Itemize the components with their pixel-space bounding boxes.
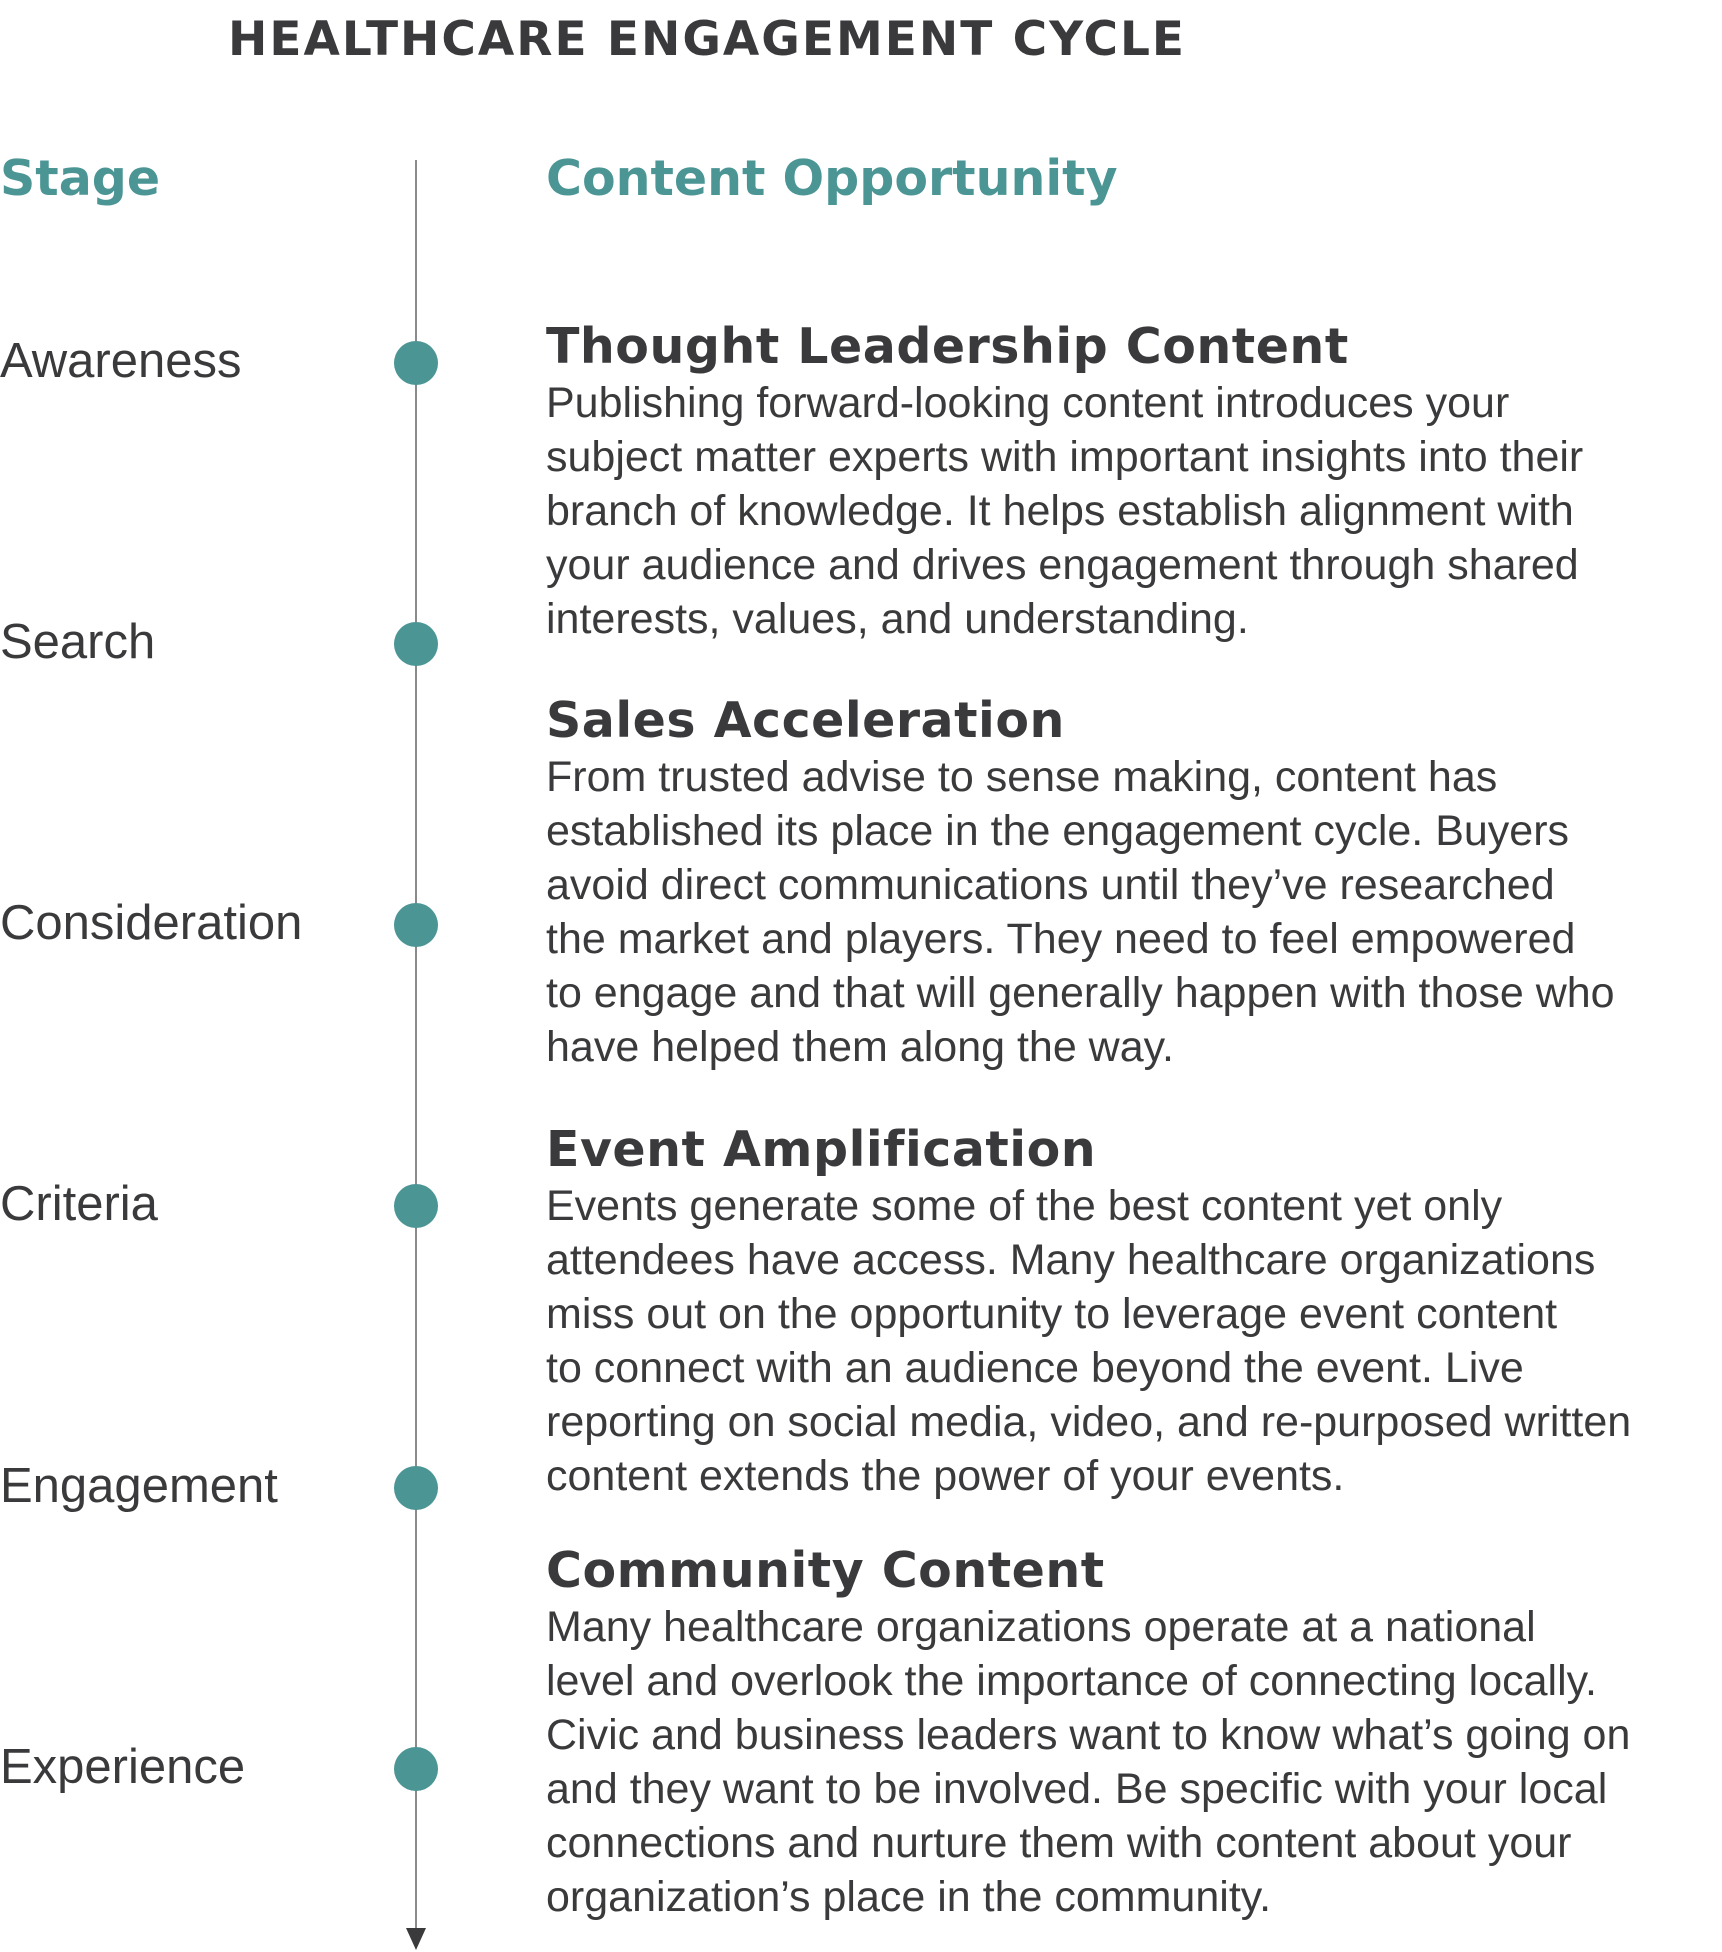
stage-label-criteria: Criteria	[0, 1177, 158, 1231]
body-line: Civic and business leaders want to know what’s going on	[546, 1711, 1631, 1759]
section-body	[546, 376, 1722, 646]
body-line: organization’s place in the community.	[546, 1873, 1272, 1921]
section-body	[546, 750, 1722, 1074]
content-column-header: Content Opportunity	[546, 150, 1118, 207]
body-line: to connect with an audience beyond the event. Live	[546, 1344, 1524, 1392]
body-line: to engage and that will generally happen with those who	[546, 969, 1615, 1017]
body-line: your audience and drives engagement through shared	[546, 541, 1579, 589]
section-event-amplification	[546, 1121, 1722, 1503]
body-line: the market and players. They need to feel empowered	[546, 915, 1576, 963]
body-line: branch of knowledge. It helps establish alignment with	[546, 487, 1574, 535]
stage-label-engagement: Engagement	[0, 1459, 278, 1513]
stage-label-consideration: Consideration	[0, 896, 303, 950]
timeline-dot-engagement	[394, 1466, 438, 1510]
stage-column-header: Stage	[0, 150, 161, 207]
body-line: Publishing forward-looking content introduces your	[546, 379, 1510, 427]
stage-label-search: Search	[0, 615, 156, 669]
timeline-arrowhead	[406, 1928, 426, 1950]
body-line: avoid direct communications until they’ve researched	[546, 861, 1555, 909]
body-line: interests, values, and understanding.	[546, 595, 1249, 643]
body-line: content extends the power of your events.	[546, 1452, 1345, 1500]
body-line: subject matter experts with important insights into their	[546, 433, 1584, 481]
body-line: Many healthcare organizations operate at a national	[546, 1603, 1536, 1651]
section-body	[546, 1600, 1722, 1924]
diagram-title: HEALTHCARE ENGAGEMENT CYCLE	[228, 12, 1187, 67]
section-community-content	[546, 1542, 1722, 1924]
section-sales-acceleration	[546, 692, 1722, 1074]
body-line: Events generate some of the best content yet only	[546, 1182, 1503, 1230]
stage-label-experience: Experience	[0, 1740, 246, 1794]
body-line: established its place in the engagement cycle. Buyers	[546, 807, 1570, 855]
section-body	[546, 1179, 1722, 1503]
body-line: reporting on social media, video, and re-purposed written	[546, 1398, 1632, 1446]
section-title: Thought Leadership Content	[546, 318, 1349, 375]
section-title: Event Amplification	[546, 1121, 1097, 1178]
body-line: connections and nurture them with content about your	[546, 1819, 1572, 1867]
stage-label-awareness: Awareness	[0, 334, 242, 388]
timeline-dot-criteria	[394, 1184, 438, 1228]
body-line: miss out on the opportunity to leverage event content	[546, 1290, 1558, 1338]
timeline-dot-experience	[394, 1747, 438, 1791]
section-title: Sales Acceleration	[546, 692, 1065, 749]
timeline-dot-search	[394, 622, 438, 666]
body-line: From trusted advise to sense making, content has	[546, 753, 1498, 801]
body-line: have helped them along the way.	[546, 1023, 1174, 1071]
timeline-dot-consideration	[394, 903, 438, 947]
body-line: and they want to be involved. Be specific with your local	[546, 1765, 1608, 1813]
section-thought-leadership	[546, 318, 1722, 646]
body-line: level and overlook the importance of connecting locally.	[546, 1657, 1597, 1705]
body-line: attendees have access. Many healthcare organizations	[546, 1236, 1596, 1284]
timeline-dot-awareness	[394, 341, 438, 385]
section-title: Community Content	[546, 1542, 1105, 1599]
